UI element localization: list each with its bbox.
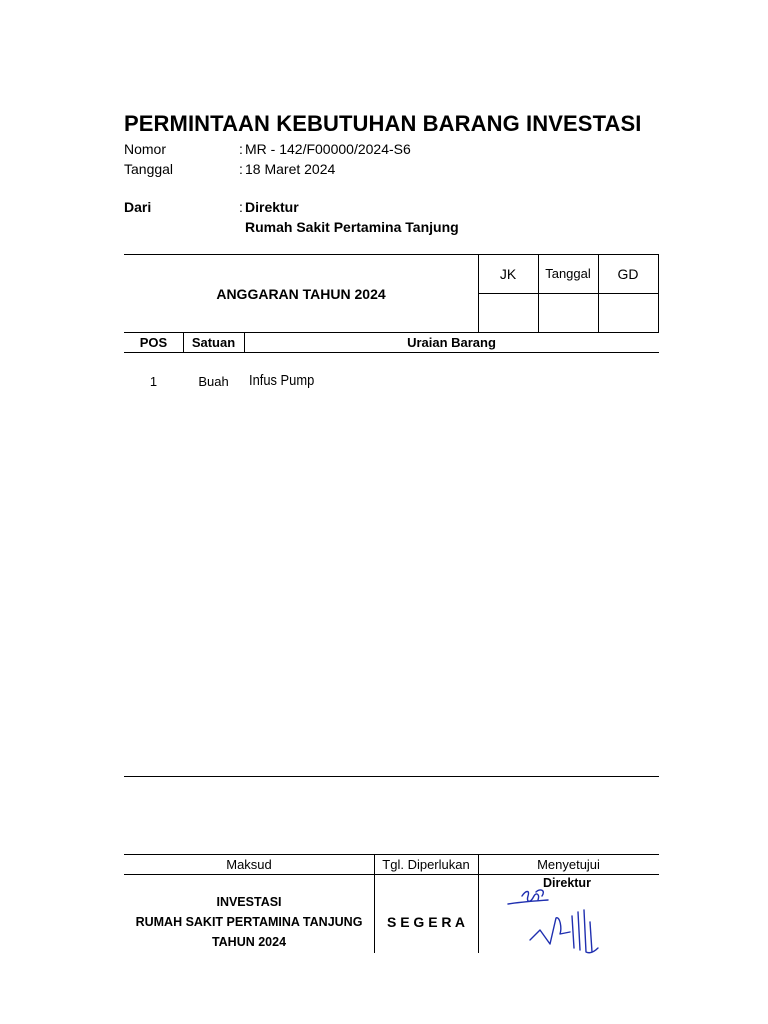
budget-col-tanggal: Tanggal — [545, 266, 591, 281]
dari-value-line2: Rumah Sakit Pertamina Tanjung — [245, 219, 459, 235]
item-row-satuan: Buah — [198, 374, 229, 389]
footer-header-maksud: Maksud — [226, 857, 272, 872]
tgl-diperlukan-value: S E G E R A — [386, 914, 466, 930]
maksud-line-3: TAHUN 2024 — [211, 935, 287, 949]
nomor-separator: : — [239, 141, 243, 157]
item-row-uraian: Infus Pump — [249, 372, 315, 389]
nomor-label: Nomor — [124, 141, 167, 157]
tanggal-value: 18 Maret 2024 — [245, 161, 336, 177]
items-header-satuan: Satuan — [191, 335, 236, 350]
approver-title: Direktur — [543, 876, 591, 890]
budget-box-mid-border — [478, 293, 659, 294]
items-header-top-border — [124, 332, 659, 333]
budget-box-right-border — [658, 254, 659, 332]
handwritten-signature-icon — [500, 882, 610, 957]
dari-label: Dari — [124, 199, 152, 215]
items-table-bottom-border — [124, 776, 659, 777]
document-title: PERMINTAAN KEBUTUHAN BARANG INVESTASI — [124, 111, 642, 136]
budget-col-jk: JK — [499, 266, 517, 282]
items-header-bottom-border — [124, 352, 659, 353]
footer-header-menyetujui: Menyetujui — [537, 857, 600, 872]
dari-value-line1: Direktur — [245, 199, 299, 215]
maksud-line-1: INVESTASI — [216, 895, 282, 909]
items-header-uraian: Uraian Barang — [407, 335, 496, 350]
items-header-pos: POS — [139, 335, 168, 350]
nomor-value: MR - 142/F00000/2024-S6 — [245, 141, 411, 157]
budget-col-gd: GD — [617, 266, 639, 282]
tanggal-separator: : — [239, 161, 243, 177]
footer-header-tgl: Tgl. Diperlukan — [382, 857, 470, 872]
footer-header-bottom-border — [124, 874, 659, 875]
footer-top-border — [124, 854, 659, 855]
item-row-pos: 1 — [149, 374, 158, 389]
dari-separator: : — [239, 199, 243, 215]
budget-box-top-border — [124, 254, 659, 255]
tanggal-label: Tanggal — [124, 161, 174, 177]
budget-label: ANGGARAN TAHUN 2024 — [216, 286, 386, 302]
maksud-line-2: RUMAH SAKIT PERTAMINA TANJUNG — [135, 915, 363, 929]
